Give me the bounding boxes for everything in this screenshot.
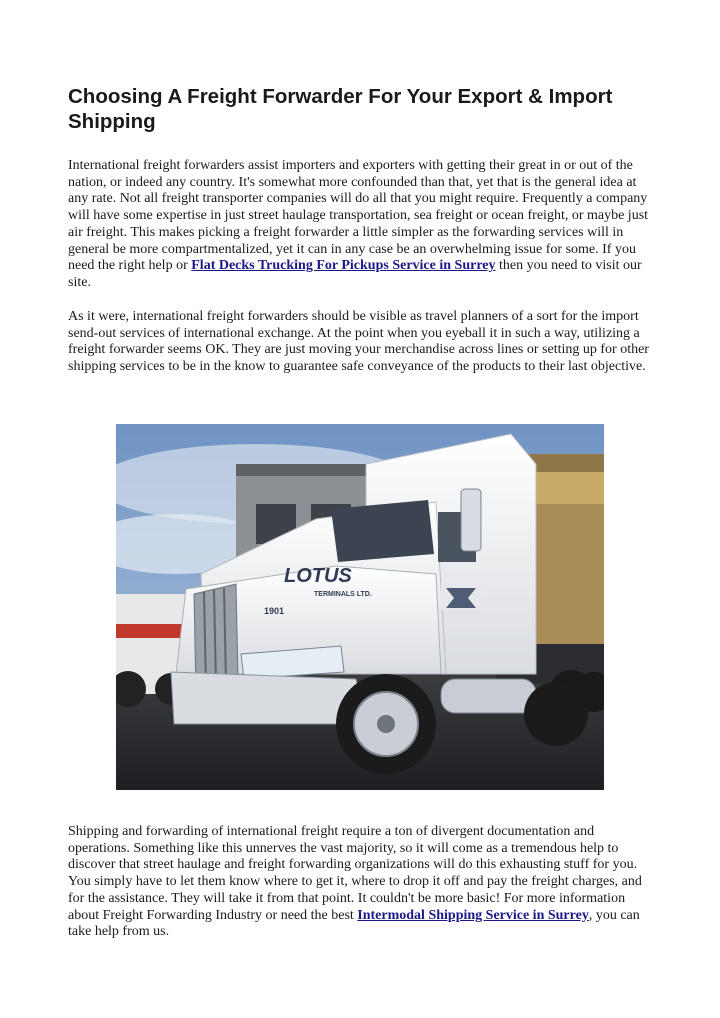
paragraph-3-text: Shipping and forwarding of international freight require a ton of divergent documentation and operations. Something like this unnerves the vast majority, so it will come as a tremendous help to discover that street haulage and freight forwarding organizations will do this exhausting stuff for you. You simply have to let them know where to get it, where to drop it off and pay the freight charges, and for the assistance. They will take it from that point. It couldn't be more basic! For more information about Freight Forwarding Industry or need the best	[68, 824, 642, 923]
flat-decks-trucking-link[interactable]: Flat Decks Trucking For Pickups Service in Surrey	[191, 258, 496, 274]
page-title: Choosing A Freight Forwarder For Your Export & Import Shipping	[68, 85, 613, 133]
paragraph-1-text: International freight forwarders assist importers and exporters with getting their great in or out of the nation, or indeed any country. It's somewhat more confounded than that, yet that is the general idea at any rate. Not all freight transporter companies will do all that you might require. Frequently a company will have some expertise in just street haulage transportation, sea freight or ocean freight, or maybe just air freight. This makes picking a freight forwarder a little simpler as the forwarding services will in general be more compartmentalized, yet it can in any case be an overwhelming issue for some. If you need the right help or	[68, 158, 649, 274]
truck-unit-number: 1901	[264, 606, 285, 616]
paragraph-1-after: then you need to visit our site.	[68, 258, 642, 290]
truck-sub-text: TERMINALS LTD.	[314, 591, 372, 598]
paragraph-1	[68, 158, 652, 292]
intermodal-shipping-link[interactable]: Intermodal Shipping Service in Surrey	[357, 907, 589, 923]
truck-brand-text: LOTUS	[284, 565, 352, 587]
paragraph-3-after: , you can take help from us.	[68, 907, 640, 940]
paragraph-3	[68, 824, 652, 941]
truck-photo	[116, 424, 604, 790]
paragraph-2: As it were, international freight forwarders should be visible as travel planners of a sort for the import send-out services of international exchange. At the point when you eyeball it in such a way, utilizing a freight forwarder seems OK. They are just moving your merchandise across lines or setting up for other shipping services to be in the know to guarantee safe conveyance of the products to their last objective.	[68, 309, 649, 375]
